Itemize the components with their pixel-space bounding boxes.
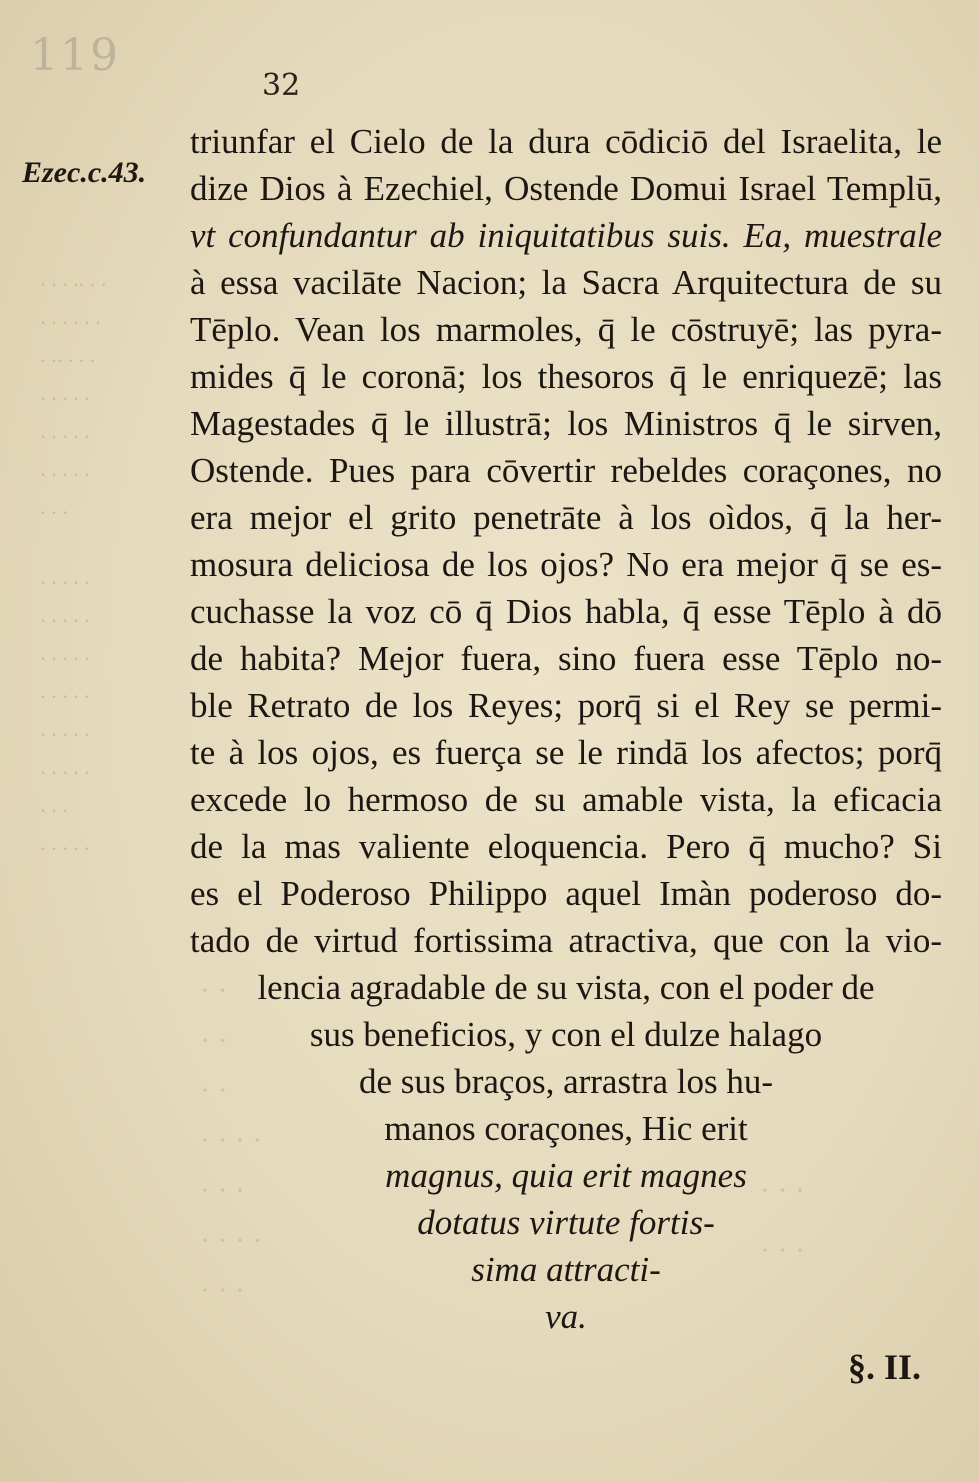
section-mark: §. II. [848, 1347, 922, 1387]
text-line: ble Retrato de los Reyes; porq̄ si el Rey se permi- [190, 686, 942, 725]
body-text [190, 118, 942, 1340]
svg-text:· · · · ·: · · · · · [40, 462, 90, 487]
svg-text:· · · · ·: · · · · · [40, 570, 90, 595]
svg-text:· ·· · · ·: · ·· · · · [40, 348, 95, 373]
svg-text:· · · · ·: · · · · · [40, 386, 90, 411]
page-number: 32 [262, 68, 301, 103]
svg-text:· · · ·: · · · · [200, 1124, 263, 1157]
text-line: es el Poderoso Philippo aquel Imàn poderoso do- [190, 874, 942, 913]
svg-text:· · · ·· · ·: · · · ·· · · [40, 272, 106, 297]
svg-text:· · ·: · · · [200, 1174, 245, 1207]
text-line: Ostende. Pues para cōvertir rebeldes coraçones, no [190, 451, 942, 490]
svg-text:· ·: · · [200, 1074, 228, 1107]
text-line: tado de virtud fortissima atractiva, que con la vio- [190, 921, 942, 960]
text-line: era mejor el grito penetrāte à los oìdos, q̄ la her- [190, 498, 942, 537]
text-line: triunfar el Cielo de la dura cōdiciō del Israelita, le [190, 122, 942, 161]
text-line: magnus, quia erit magnes [385, 1156, 747, 1195]
folio-note: 119 [30, 30, 120, 81]
svg-text:· · · · ·: · · · · · [40, 608, 90, 633]
svg-text:· · · · ·: · · · · · [40, 424, 90, 449]
text-line: de sus braços, arrastra los hu- [358, 1062, 774, 1101]
svg-text:· · · ·: · · · · [200, 1224, 263, 1257]
text-line: lencia agradable de su vista, con el poder de [257, 968, 875, 1007]
svg-text:· · · · ·: · · · · · [40, 684, 90, 709]
text-line: cuchasse la voz cō q̄ Dios habla, q̄ esse Tēplo à dō [190, 592, 942, 631]
text-line: sus beneficios, y con el dulze halago [309, 1015, 823, 1054]
text-line: dotatus virtute fortis- [417, 1203, 715, 1242]
text-line: te à los ojos, es fuerça se le rindā los afectos; porq̄ [190, 733, 942, 772]
text-line: excede lo hermoso de su amable vista, la eficacia [190, 780, 942, 819]
text-line: sima attracti- [471, 1250, 661, 1289]
text-line: vt confundantur ab iniquitatibus suis. Ea, muestrale [190, 216, 942, 255]
svg-text:· · ·: · · · [40, 500, 68, 525]
svg-text:· · · · ·: · · · · · [40, 646, 90, 671]
text-line: Magestades q̄ le illustrā; los Ministros q̄ le sirven, [190, 404, 942, 443]
svg-text:· ·: · · [200, 1024, 228, 1057]
svg-text:· · · · ·: · · · · · [40, 722, 90, 747]
text-line: Tēplo. Vean los marmoles, q̄ le cōstruyē; las pyra- [190, 310, 942, 349]
text-line: dize Dios à Ezechiel, Ostende Domui Israel Templū, [190, 169, 942, 208]
svg-text:· · ·: · · · [760, 1174, 805, 1207]
text-line: mosura deliciosa de los ojos? No era mejor q̄ se es- [190, 545, 942, 584]
text-line: va. [545, 1297, 587, 1336]
text-line: mides q̄ le coronā; los thesoros q̄ le enriquezē; las [190, 357, 942, 396]
svg-text:· · · · ·: · · · · · [40, 836, 90, 861]
svg-text:· · · · ·: · · · · · [40, 760, 90, 785]
text-line: à essa vacilāte Nacion; la Sacra Arquitectura de su [190, 263, 942, 302]
svg-text:· · · · · ·: · · · · · · [40, 310, 101, 335]
svg-text:· ·: · · [200, 974, 228, 1007]
marginal-note: Ezec.c.43. [22, 156, 147, 189]
svg-text:· · ·: · · · [200, 1274, 245, 1307]
text-line: manos coraçones, Hic erit [384, 1109, 748, 1148]
svg-text:· · ·: · · · [40, 798, 68, 823]
text-line: de habita? Mejor fuera, sino fuera esse Tēplo no- [190, 639, 942, 678]
text-line: de la mas valiente eloquencia. Pero q̄ mucho? Si [190, 827, 942, 866]
svg-text:· · ·: · · · [760, 1234, 805, 1267]
